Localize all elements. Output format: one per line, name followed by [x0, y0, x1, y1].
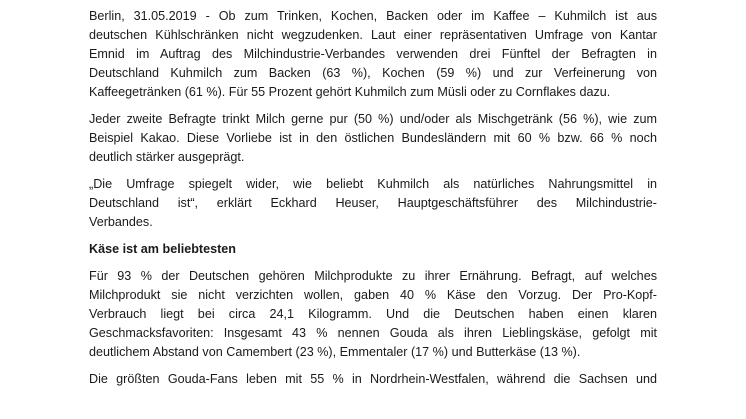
text-line: Kaffeegetränken (61 %). Für 55 Prozent gehört Kuhmilch zum Müsli oder zu Cornflakes dazu. — [89, 85, 611, 99]
text-line: „Die Umfrage spiegelt wider, wie beliebt Kuhmilch als natürliches Nahrungsmittel in — [89, 177, 657, 191]
text-line: Verbandes. — [89, 215, 153, 229]
text-line: Geschmacksfavoriten: Insgesamt 43 % nennen Gouda als ihren Lieblingskäse, gefolgt mit — [89, 326, 657, 340]
section-heading: Käse ist am beliebtesten — [89, 242, 236, 256]
text-line: deutschen Kühlschränken nicht wegzudenken. Laut einer repräsentativen Umfrage von Kantar — [89, 28, 657, 42]
article-body — [89, 7, 657, 397]
paragraph-drinking — [89, 110, 657, 167]
text-line: deutlichem Abstand von Camembert (23 %), Emmentaler (17 %) und Butterkäse (13 %). — [89, 345, 581, 359]
text-line: Berlin, 31.05.2019 - Ob zum Trinken, Kochen, Backen oder im Kaffee – Kuhmilch ist aus — [89, 9, 657, 23]
text-line: Deutschland Kuhmilch zum Backen (63 %), Kochen (59 %) und zur Verfeinerung von — [89, 66, 657, 80]
text-line: Jeder zweite Befragte trinkt Milch gerne pur (50 %) und/oder als Mischgetränk (56 %), wie zum — [89, 112, 657, 126]
text-line: Beispiel Kakao. Diese Vorliebe ist in den östlichen Bundesländern mit 60 % bzw. 66 % noch — [89, 131, 657, 145]
text-line: Verbrauch liegt bei circa 24,1 Kilogramm. Und die Deutschen haben einen klaren — [89, 307, 657, 321]
text-line: Für 93 % der Deutschen gehören Milchprodukte zu ihrer Ernährung. Befragt, auf welches — [89, 269, 657, 283]
text-line: Die größten Gouda-Fans leben mit 55 % in Nordrhein-Westfalen, während die Sachsen und — [89, 372, 657, 386]
paragraph-intro — [89, 7, 657, 102]
text-line: Deutschland ist“, erklärt Eckhard Heuser, Hauptgeschäftsführer des Milchindustrie- — [89, 196, 657, 210]
text-line: deutlich stärker ausgeprägt. — [89, 150, 245, 164]
text-line: Emnid im Auftrag des Milchindustrie-Verbandes verwenden drei Fünftel der Befragten in — [89, 47, 657, 61]
paragraph-cheese — [89, 267, 657, 362]
text-line: Milchprodukt sie nicht verzichten wollen, gaben 40 % Käse den Vorzug. Der Pro-Kopf- — [89, 288, 657, 302]
paragraph-quote — [89, 175, 657, 232]
paragraph-gouda — [89, 370, 657, 389]
